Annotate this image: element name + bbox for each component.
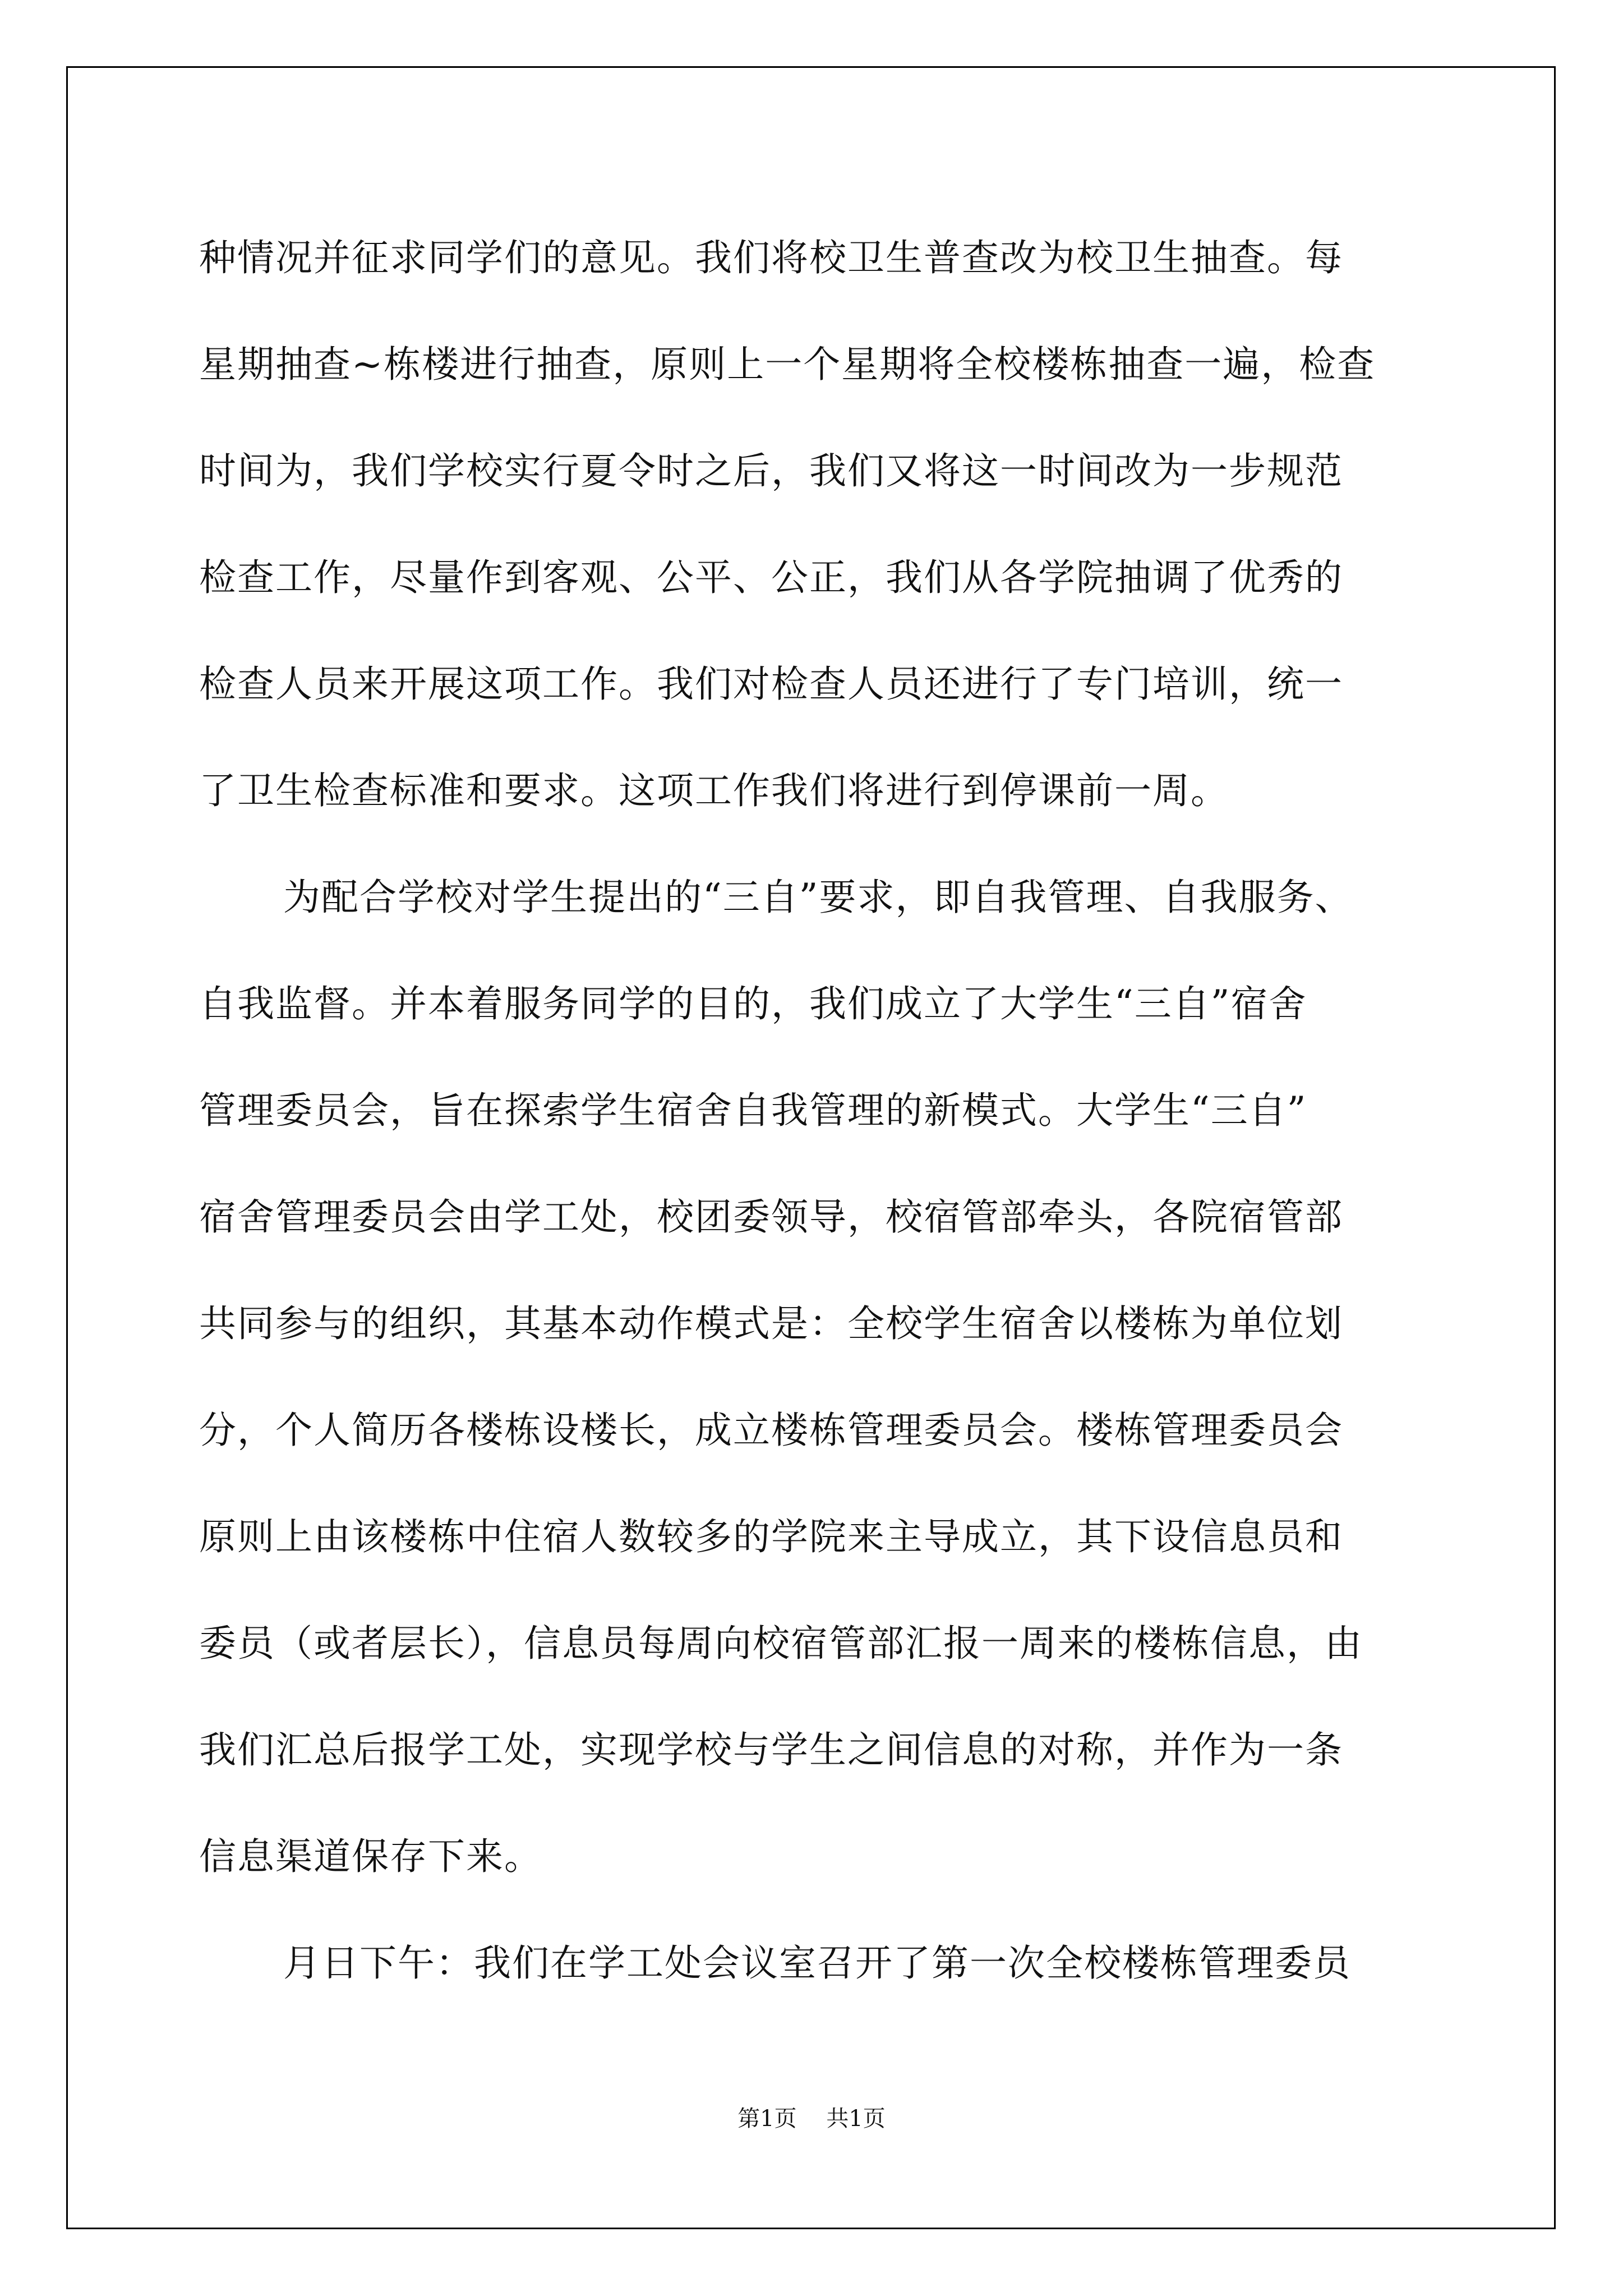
text-line: 种情况并征求同学们的意见。我们将校卫生普查改为校卫生抽查。每 <box>199 236 1343 279</box>
text-line: 自我监督。并本着服务同学的目的，我们成立了大学生“三自”宿舍 <box>199 982 1307 1025</box>
page-total: 共1页 <box>826 2106 886 2132</box>
text-line: 委员（或者层长），信息员每周向校宿管部汇报一周来的楼栋信息，由 <box>199 1622 1363 1665</box>
text-line: 了卫生检查标准和要求。这项工作我们将进行到停课前一周。 <box>199 769 1229 812</box>
text-line: 星期抽查~栋楼进行抽查，原则上一个星期将全校楼栋抽查一遍，检查 <box>199 343 1376 386</box>
text-line: 管理委员会，旨在探索学生宿舍自我管理的新模式。大学生“三自” <box>199 1089 1307 1132</box>
text-line: 时间为，我们学校实行夏令时之后，我们又将这一时间改为一步规范 <box>199 449 1343 493</box>
text-line: 检查工作，尽量作到客观、公平、公正，我们从各学院抽调了优秀的 <box>199 556 1343 599</box>
paragraph-start-line: 为配合学校对学生提出的“三自”要求，即自我管理、自我服务、 <box>283 876 1353 919</box>
text-line: 信息渠道保存下来。 <box>199 1835 542 1878</box>
page-number: 第1页 <box>737 2106 797 2132</box>
text-line: 原则上由该楼栋中住宿人数较多的学院来主导成立，其下设信息员和 <box>199 1515 1343 1558</box>
page-footer <box>0 2101 1623 2133</box>
text-line: 我们汇总后报学工处，实现学校与学生之间信息的对称，并作为一条 <box>199 1728 1343 1772</box>
text-line: 检查人员来开展这项工作。我们对检查人员还进行了专门培训，统一 <box>199 662 1343 706</box>
document-body <box>199 205 1427 2017</box>
text-line: 宿舍管理委员会由学工处，校团委领导，校宿管部牵头，各院宿管部 <box>199 1195 1343 1239</box>
paragraph-start-line: 月日下午：我们在学工处会议室召开了第一次全校楼栋管理委员 <box>283 1941 1351 1985</box>
text-line: 分，个人简历各楼栋设楼长，成立楼栋管理委员会。楼栋管理委员会 <box>199 1409 1343 1452</box>
text-line: 共同参与的组织，其基本动作模式是：全校学生宿舍以楼栋为单位划 <box>199 1302 1343 1345</box>
